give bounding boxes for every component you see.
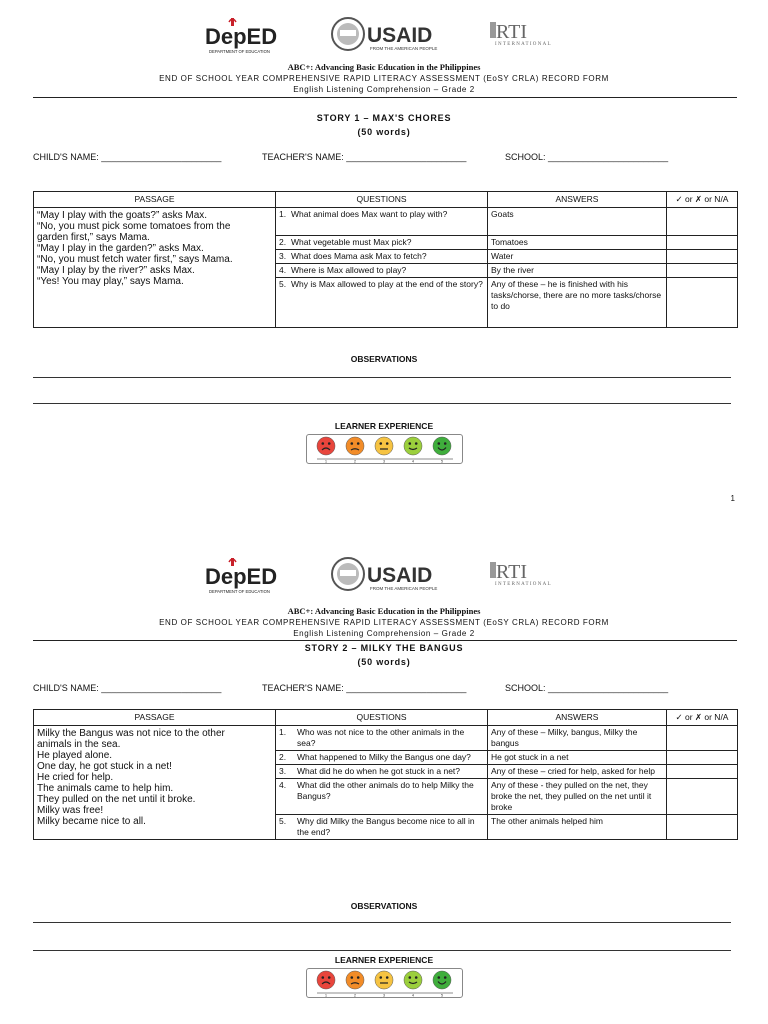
answer-cell: He got stuck in a net <box>488 751 667 765</box>
observation-line[interactable] <box>33 403 731 404</box>
mark-cell[interactable] <box>667 751 738 765</box>
assessment-table <box>33 191 738 328</box>
scale-label: 3 <box>382 458 386 463</box>
face-icon-2[interactable] <box>346 971 364 989</box>
question-cell <box>276 815 488 840</box>
scale-label: 4 <box>411 458 415 463</box>
program-title: ABC+: Advancing Basic Education in the Philippines <box>287 62 481 72</box>
col-passage: PASSAGE <box>34 192 276 208</box>
passage-line: Milky the Bangus was not nice to the other <box>37 728 225 739</box>
observation-line[interactable] <box>33 377 731 378</box>
col-questions: QUESTIONS <box>276 710 488 726</box>
col-mark: ✓ or ✗ or N/A <box>667 192 738 208</box>
story-title <box>0 641 768 669</box>
mark-cell[interactable] <box>667 236 738 250</box>
passage-line: “No, you must fetch water first,” says Mama. <box>37 254 233 265</box>
table-row <box>34 726 738 751</box>
passage-line: “May I play by the river?” asks Max. <box>37 265 195 276</box>
scale-label: 1 <box>324 992 328 997</box>
passage-line: One day, he got stuck in a net! <box>37 761 172 772</box>
question-text: What did the other animals do to help Milky the Bangus? <box>297 780 474 801</box>
observation-line[interactable] <box>33 950 731 951</box>
question-text: Who was not nice to the other animals in the sea? <box>297 727 465 748</box>
col-mark: ✓ or ✗ or N/A <box>667 710 738 726</box>
col-answers: ANSWERS <box>488 192 667 208</box>
passage-line: Milky was free! <box>37 805 104 816</box>
face-icon-5[interactable] <box>433 971 451 989</box>
story-word-count: (50 words) <box>357 127 411 137</box>
svg-text:USAID: USAID <box>367 564 433 587</box>
deped-logo <box>205 556 283 596</box>
mark-cell[interactable] <box>667 278 738 328</box>
svg-text:RTI: RTI <box>496 21 528 43</box>
face-icon-5[interactable] <box>433 437 451 455</box>
learner-experience-scale[interactable] <box>306 434 463 464</box>
header-rule <box>33 97 737 98</box>
question-number: 4. <box>279 265 287 275</box>
col-questions: QUESTIONS <box>276 192 488 208</box>
question-number: 3. <box>279 766 287 776</box>
passage-line: “Yes! You may play,” says Mama. <box>37 276 184 287</box>
question-cell <box>276 250 488 264</box>
passage-line: Milky became nice to all. <box>37 816 146 827</box>
answer-cell: Any of these – he is finished with his tasks/chorse, there are no more tasks/chorse to do <box>488 278 667 328</box>
col-answers: ANSWERS <box>488 710 667 726</box>
passage-line: He cried for help. <box>37 772 114 783</box>
passage-line: He played alone. <box>37 750 113 761</box>
question-cell <box>276 208 488 236</box>
mark-cell[interactable] <box>667 726 738 751</box>
teacher-name-field[interactable]: TEACHER'S NAME: ________________________ <box>262 683 467 693</box>
observations-title: OBSERVATIONS <box>350 901 418 911</box>
question-number: 4. <box>279 780 287 790</box>
question-text: What did he do when he got stuck in a net? <box>297 766 461 776</box>
form-subtitle: English Listening Comprehension – Grade 2 <box>293 629 475 638</box>
svg-text:FROM THE AMERICAN PEOPLE: FROM THE AMERICAN PEOPLE <box>370 46 438 51</box>
learner-experience-title: LEARNER EXPERIENCE <box>334 421 434 431</box>
answer-cell: Any of these – cried for help, asked for help <box>488 765 667 779</box>
mark-cell[interactable] <box>667 208 738 236</box>
learner-experience-scale[interactable] <box>306 968 463 998</box>
question-number: 2. <box>279 752 287 762</box>
mark-cell[interactable] <box>667 779 738 815</box>
svg-text:INTERNATIONAL: INTERNATIONAL <box>495 582 552 587</box>
question-cell <box>276 726 488 751</box>
passage-line: The animals came to help him. <box>37 783 174 794</box>
face-icon-1[interactable] <box>317 437 335 455</box>
question-number: 1. <box>279 727 287 737</box>
question-cell <box>276 765 488 779</box>
question-cell <box>276 264 488 278</box>
passage-line: “May I play in the garden?” asks Max. <box>37 243 204 254</box>
school-field[interactable]: SCHOOL: ________________________ <box>505 683 669 693</box>
child-name-field[interactable]: CHILD'S NAME: ________________________ <box>33 683 222 693</box>
table-row <box>34 208 738 236</box>
mark-cell[interactable] <box>667 815 738 840</box>
rti-logo <box>490 18 560 48</box>
face-icon-4[interactable] <box>404 971 422 989</box>
answer-cell: Water <box>488 250 667 264</box>
svg-text:RTI: RTI <box>496 561 528 583</box>
page-number: 1 <box>730 494 735 503</box>
svg-text:DepED: DepED <box>205 564 278 589</box>
question-text: What vegetable must Max pick? <box>291 237 412 247</box>
question-text: What happened to Milky the Bangus one day? <box>297 752 471 762</box>
question-cell <box>276 779 488 815</box>
passage-line: “No, you must pick some tomatoes from the <box>37 221 231 232</box>
mark-cell[interactable] <box>667 765 738 779</box>
assessment-table <box>33 709 738 840</box>
scale-label: 3 <box>382 992 386 997</box>
question-cell <box>276 751 488 765</box>
question-text: Why did Milky the Bangus become nice to all in the end? <box>297 816 475 837</box>
question-number: 5. <box>279 279 287 289</box>
question-number: 3. <box>279 251 287 261</box>
question-text: What animal does Max want to play with? <box>291 209 448 219</box>
scale-label: 2 <box>353 992 357 997</box>
observation-line[interactable] <box>33 922 731 923</box>
form-header <box>0 62 768 95</box>
passage-line: garden first,” says Mama. <box>37 232 150 243</box>
logo-bar <box>0 556 768 598</box>
face-icon-3[interactable] <box>375 971 393 989</box>
logo-bar <box>0 16 768 58</box>
passage-line: animals in the sea. <box>37 739 121 750</box>
svg-text:USAID: USAID <box>367 24 433 47</box>
story-word-count: (50 words) <box>357 657 411 667</box>
question-text: Where is Max allowed to play? <box>291 265 407 275</box>
story-passage <box>34 208 276 328</box>
scale-label: 2 <box>353 458 357 463</box>
program-title: ABC+: Advancing Basic Education in the Philippines <box>287 606 481 616</box>
form-header <box>0 606 768 639</box>
child-name-field[interactable]: CHILD'S NAME: ________________________ <box>33 152 222 162</box>
face-icon-1[interactable] <box>317 971 335 989</box>
learner-experience-title: LEARNER EXPERIENCE <box>334 955 434 965</box>
usaid-logo <box>330 16 442 56</box>
rti-logo <box>490 558 560 588</box>
question-number: 2. <box>279 237 287 247</box>
answer-cell: By the river <box>488 264 667 278</box>
face-icon-3[interactable] <box>375 437 393 455</box>
scale-label: 4 <box>411 992 415 997</box>
question-cell <box>276 278 488 328</box>
passage-line: “May I play with the goats?” asks Max. <box>37 210 208 221</box>
question-cell <box>276 236 488 250</box>
svg-text:INTERNATIONAL: INTERNATIONAL <box>495 42 552 47</box>
deped-logo <box>205 16 283 56</box>
mark-cell[interactable] <box>667 250 738 264</box>
form-subtitle: English Listening Comprehension – Grade 2 <box>293 85 475 94</box>
col-passage: PASSAGE <box>34 710 276 726</box>
school-field[interactable]: SCHOOL: ________________________ <box>505 152 669 162</box>
question-text: Why is Max allowed to play at the end of the story? <box>291 279 483 289</box>
scale-label: 5 <box>440 992 444 997</box>
face-icon-2[interactable] <box>346 437 364 455</box>
scale-label: 5 <box>440 458 444 463</box>
answer-cell: Goats <box>488 208 667 236</box>
answer-cell: Any of these – Milky, bangus, Milky the bangus <box>488 726 667 751</box>
question-text: What does Mama ask Max to fetch? <box>291 251 427 261</box>
svg-text:DEPARTMENT OF EDUCATION: DEPARTMENT OF EDUCATION <box>209 49 270 54</box>
table-header-row <box>34 192 738 208</box>
face-icon-4[interactable] <box>404 437 422 455</box>
page-2 <box>0 540 768 1024</box>
story-passage <box>34 726 276 840</box>
form-title: END OF SCHOOL YEAR COMPREHENSIVE RAPID LITERACY ASSESSMENT (EoSY CRLA) RECORD FORM <box>159 618 609 627</box>
question-number: 1. <box>279 209 287 219</box>
story-name: STORY 1 – MAX'S CHORES <box>316 113 452 123</box>
answer-cell: Tomatoes <box>488 236 667 250</box>
answer-cell: The other animals helped him <box>488 815 667 840</box>
svg-text:DEPARTMENT OF EDUCATION: DEPARTMENT OF EDUCATION <box>209 589 270 594</box>
teacher-name-field[interactable]: TEACHER'S NAME: ________________________ <box>262 152 467 162</box>
scale-label: 1 <box>324 458 328 463</box>
table-header-row <box>34 710 738 726</box>
form-title: END OF SCHOOL YEAR COMPREHENSIVE RAPID LITERACY ASSESSMENT (EoSY CRLA) RECORD FORM <box>159 74 609 83</box>
question-number: 5. <box>279 816 287 826</box>
passage-line: They pulled on the net until it broke. <box>37 794 196 805</box>
observations-title: OBSERVATIONS <box>350 354 418 364</box>
svg-text:FROM THE AMERICAN PEOPLE: FROM THE AMERICAN PEOPLE <box>370 586 438 591</box>
usaid-logo <box>330 556 442 596</box>
answer-cell: Any of these - they pulled on the net, they broke the net, they pulled on the net until it broke <box>488 779 667 815</box>
story-name: STORY 2 – MILKY THE BANGUS <box>304 643 464 653</box>
story-title <box>0 111 768 139</box>
svg-text:DepED: DepED <box>205 24 278 49</box>
mark-cell[interactable] <box>667 264 738 278</box>
